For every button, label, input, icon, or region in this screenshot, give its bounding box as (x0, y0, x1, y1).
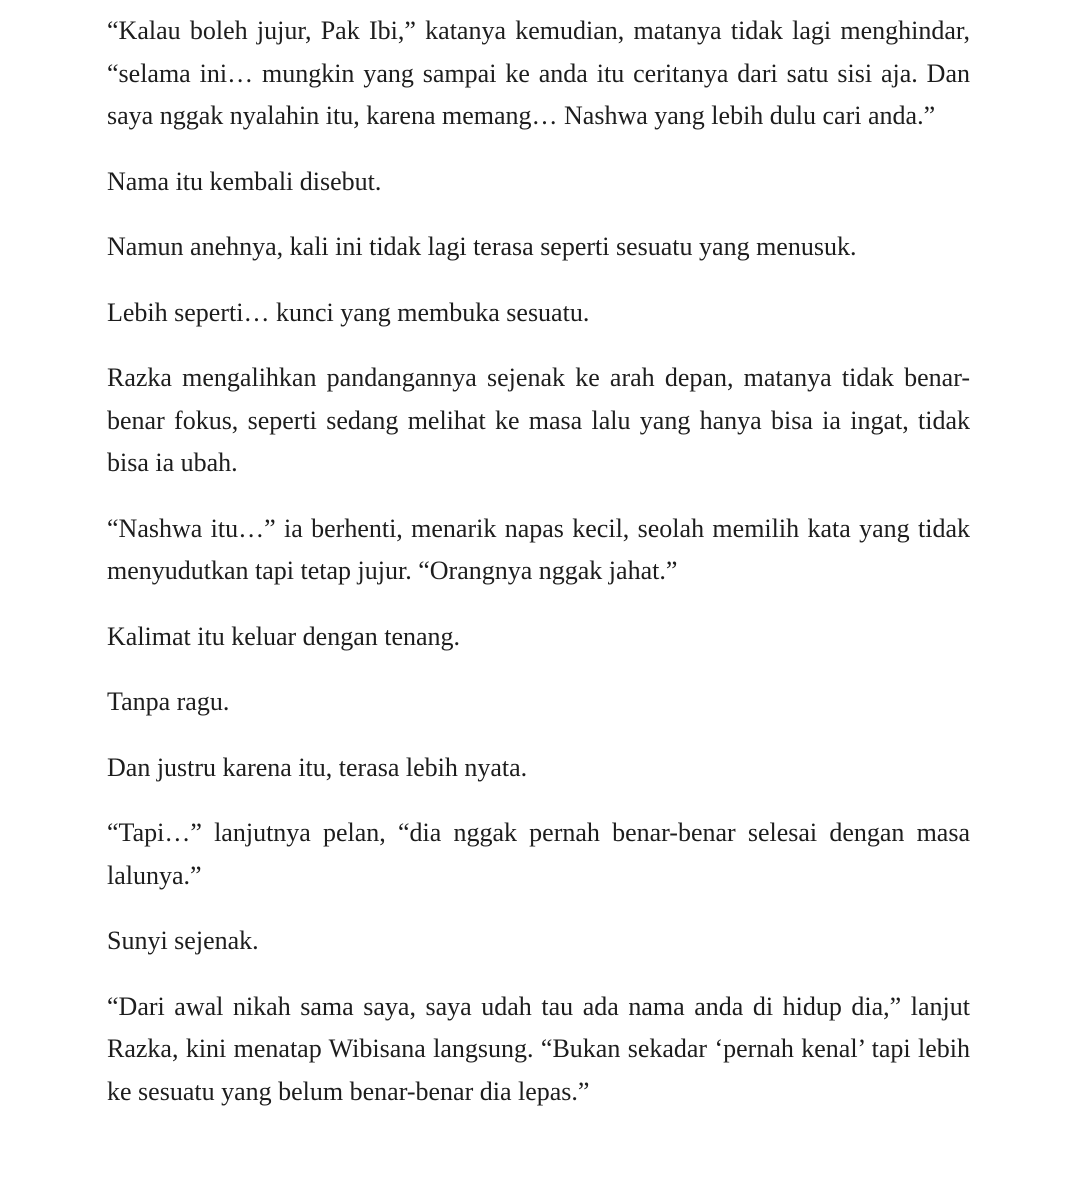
story-text-page (107, 10, 970, 1136)
paragraph-11: Sunyi sejenak. (107, 926, 259, 955)
paragraph-9: Dan justru karena itu, terasa lebih nyata. (107, 752, 528, 782)
paragraph-4: Lebih seperti… kunci yang membuka sesuatu. (107, 297, 590, 327)
paragraph-3: Namun anehnya, kali ini tidak lagi terasa seperti sesuatu yang menusuk. (107, 232, 857, 261)
paragraph-6: “Nashwa itu…” ia berhenti, menarik napas kecil, seolah memilih kata yang tidak menyudutkan tapi tetap jujur. “Orangnya nggak jahat.” (107, 513, 970, 585)
paragraph-2: Nama itu kembali disebut. (107, 166, 382, 196)
paragraph-7: Kalimat itu keluar dengan tenang. (107, 621, 461, 651)
paragraph-1: “Kalau boleh jujur, Pak Ibi,” katanya kemudian, matanya tidak lagi menghindar, “selama ini… mungkin yang sampai ke anda itu ceritanya dari satu sisi aja. Dan saya nggak nyalahin itu, karena memang… Nashwa yang lebih dulu cari anda.” (107, 16, 970, 130)
paragraph-8: Tanpa ragu. (107, 687, 230, 716)
paragraph-10: “Tapi…” lanjutnya pelan, “dia nggak pernah benar-benar selesai dengan masa lalunya.” (107, 818, 970, 890)
paragraph-12: “Dari awal nikah sama saya, saya udah tau ada nama anda di hidup dia,” lanjut Razka, kini menatap Wibisana langsung. “Bukan sekadar ‘pernah kenal’ tapi lebih ke sesuatu yang belum benar-benar dia lepas.” (107, 991, 970, 1106)
paragraph-5: Razka mengalihkan pandangannya sejenak ke arah depan, matanya tidak benar-benar fokus, seperti sedang melihat ke masa lalu yang hanya bisa ia ingat, tidak bisa ia ubah. (107, 363, 970, 477)
